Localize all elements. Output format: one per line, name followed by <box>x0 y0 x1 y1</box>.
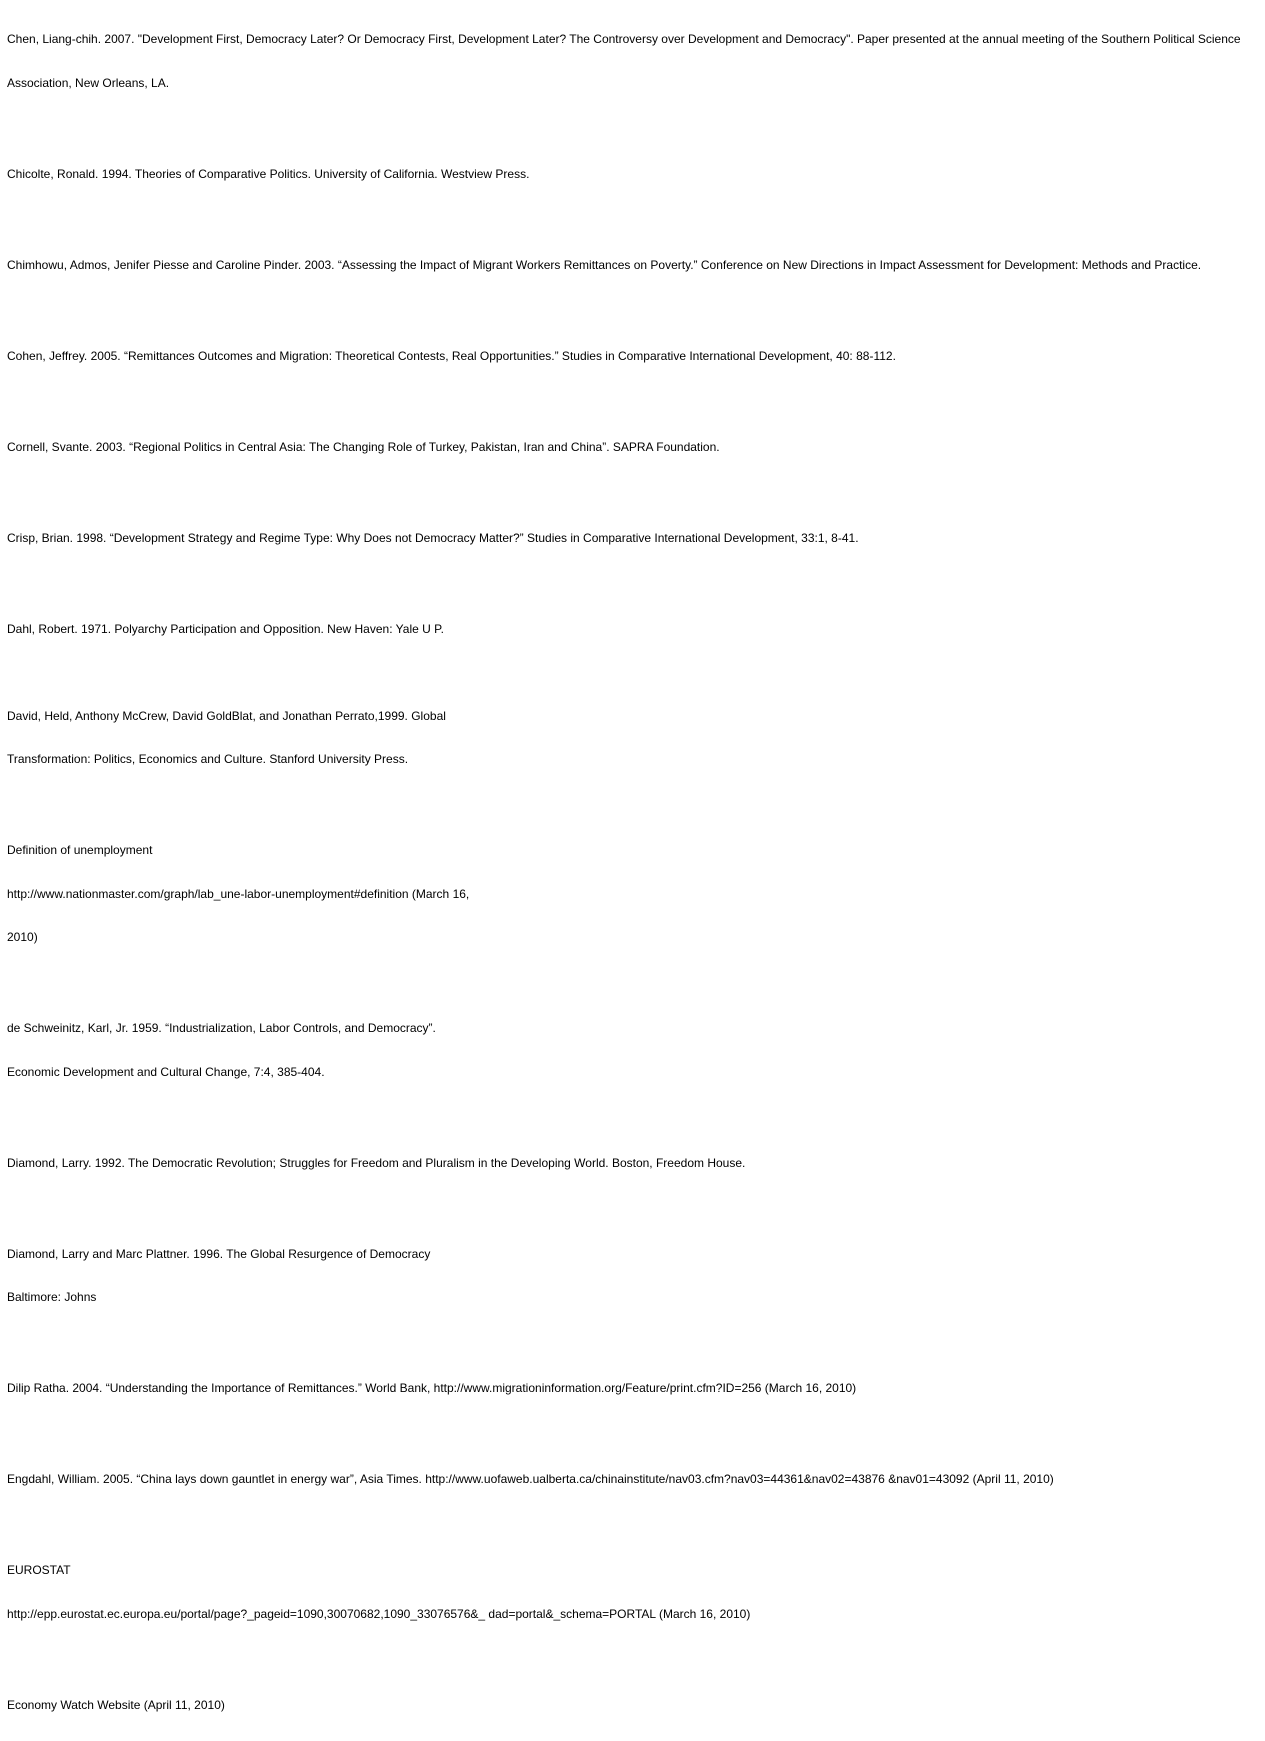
reference-entry <box>7 1443 1257 1516</box>
reference-line: Economy Watch Website (April 11, 2010) <box>7 1698 1257 1713</box>
reference-link: http://www.nationmaster.com/graph/lab_une-labor-unemployment#definition (March 16, <box>7 887 1257 902</box>
reference-line: Diamond, Larry. 1992. The Democratic Revolution; Struggles for Freedom and Pluralism in the Developing World. Boston, Freedom House. <box>7 1156 1257 1171</box>
reference-entry <box>7 1669 1257 1741</box>
reference-entry <box>7 680 1257 796</box>
reference-entry <box>7 814 1257 974</box>
reference-line: Chimhowu, Admos, Jenifer Piesse and Caroline Pinder. 2003. “Assessing the Impact of Migrant Workers Remittances on Poverty.” Conference on New Directions in Impact Assessment for Development: Methods and Practice. <box>7 258 1257 273</box>
reference-line: Chen, Liang-chih. 2007. "Development First, Democracy Later? Or Democracy First, Development Later? The Controversy over Development and Democracy". Paper presented at the annual meeting of the Southern Political Science <box>7 32 1257 47</box>
reference-line: de Schweinitz, Karl, Jr. 1959. “Industrialization, Labor Controls, and Democracy”. <box>7 1021 1257 1036</box>
reference-line: Baltimore: Johns <box>7 1290 1257 1305</box>
reference-line: Dahl, Robert. 1971. Polyarchy Participation and Opposition. New Haven: Yale U P. <box>7 622 1257 637</box>
reference-entry <box>7 320 1257 393</box>
reference-line: Cohen, Jeffrey. 2005. “Remittances Outcomes and Migration: Theoretical Contests, Real Opportunities.” Studies in Comparative International Development, 40: 88-112. <box>7 349 1257 364</box>
reference-line: Transformation: Politics, Economics and Culture. Stanford University Press. <box>7 752 1257 767</box>
reference-line: Association, New Orleans, LA. <box>7 76 1257 91</box>
reference-entry <box>7 138 1257 211</box>
reference-line: Dilip Ratha. 2004. “Understanding the Importance of Remittances.” World Bank, http://www.migrationinformation.org/Feature/print.cfm?ID=256 (March 16, 2010) <box>7 1381 1257 1396</box>
reference-entry <box>7 992 1257 1108</box>
reference-entry <box>7 1534 1257 1650</box>
reference-entry <box>7 502 1257 575</box>
reference-list <box>7 3 1257 1741</box>
reference-line: Cornell, Svante. 2003. “Regional Politics in Central Asia: The Changing Role of Turkey, Pakistan, Iran and China”. SAPRA Foundation. <box>7 440 1257 455</box>
reference-line: Diamond, Larry and Marc Plattner. 1996. The Global Resurgence of Democracy <box>7 1247 1257 1262</box>
reference-entry <box>7 229 1257 302</box>
reference-line: Engdahl, William. 2005. “China lays down gauntlet in energy war”, Asia Times. http://www.uofaweb.ualberta.ca/chinainstitute/nav03.cfm?nav03=44361&nav02=43876 &nav01=43092 (April 11, 2010) <box>7 1472 1257 1487</box>
reference-line: Economic Development and Cultural Change, 7:4, 385-404. <box>7 1065 1257 1080</box>
reference-link: http://epp.eurostat.ec.europa.eu/portal/page?_pageid=1090,30070682,1090_33076576&_ dad=portal&_schema=PORTAL (March 16, 2010) <box>7 1607 1257 1622</box>
reference-line: Chicolte, Ronald. 1994. Theories of Comparative Politics. University of California. Westview Press. <box>7 167 1257 182</box>
reference-entry <box>7 593 1257 666</box>
reference-line: David, Held, Anthony McCrew, David GoldBlat, and Jonathan Perrato,1999. Global <box>7 709 1257 724</box>
reference-entry <box>7 3 1257 119</box>
reference-entry <box>7 1127 1257 1200</box>
reference-entry <box>7 1218 1257 1334</box>
reference-entry <box>7 411 1257 484</box>
reference-line: Definition of unemployment <box>7 843 1257 858</box>
reference-line: EUROSTAT <box>7 1563 1257 1578</box>
reference-line: 2010) <box>7 930 1257 945</box>
reference-line: Crisp, Brian. 1998. “Development Strategy and Regime Type: Why Does not Democracy Matter?” Studies in Comparative International Development, 33:1, 8-41. <box>7 531 1257 546</box>
reference-entry <box>7 1352 1257 1425</box>
